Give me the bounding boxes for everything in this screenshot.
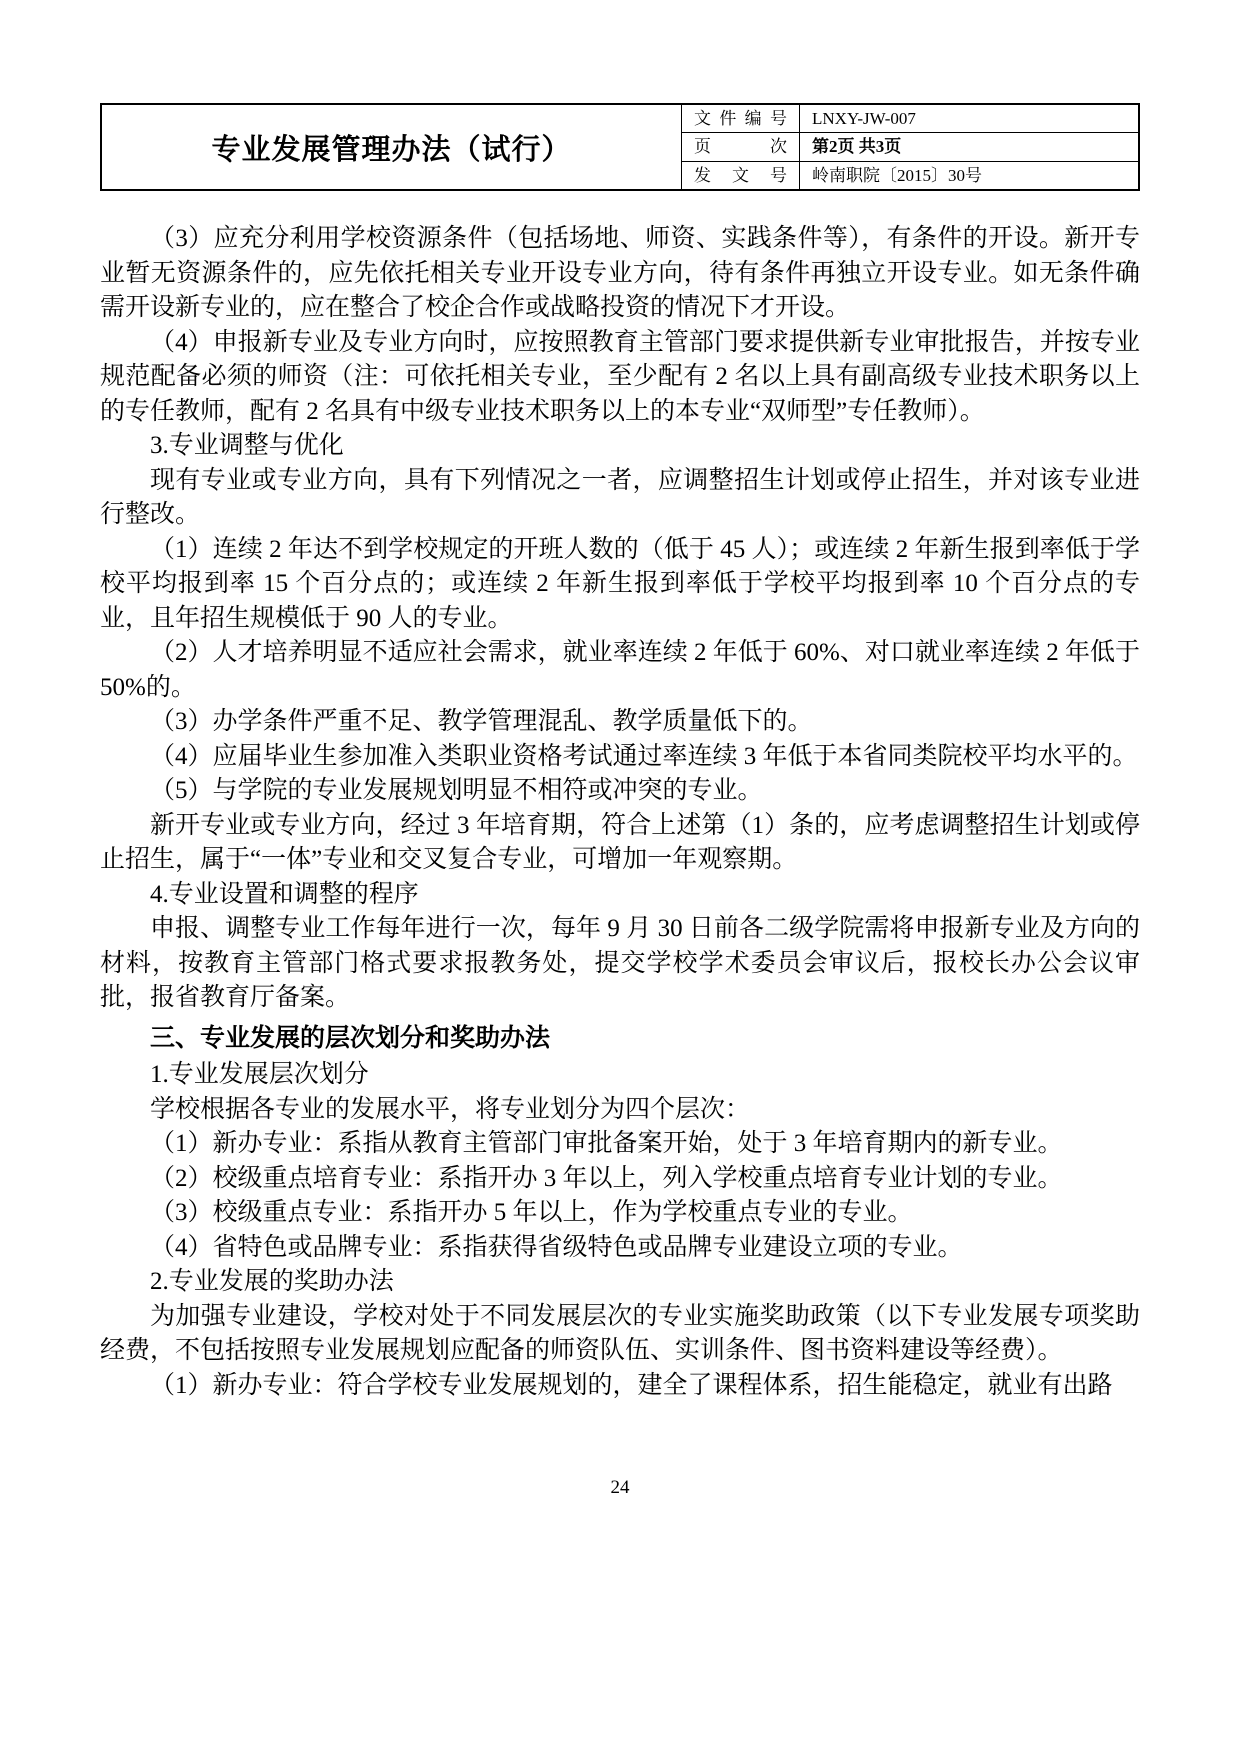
paragraph: （2）校级重点培育专业：系指开办 3 年以上，列入学校重点培育专业计划的专业。: [150, 1164, 1063, 1192]
paragraph: （1）新办专业：系指从教育主管部门审批备案开始，处于 3 年培育期内的新专业。: [150, 1130, 1063, 1157]
paragraph: 新开专业或专业方向，经过 3 年培育期，符合上述第（1）条的，应考虑调整招生计划或停止招生，属于“一体”专业和交叉复合专业，可增加一年观察期。: [100, 811, 1140, 873]
paragraph: （4）申报新专业及专业方向时，应按照教育主管部门要求提供新专业审批报告，并按专业规范配备必须的师资（注：可依托相关专业，至少配有 2 名以上具有副高级专业技术职务以上的专任教师，配有 2 名具有中级专业技术职务以上的本专业“双师型”专任教师）。: [100, 328, 1140, 425]
paragraph: （3）办学条件严重不足、教学管理混乱、教学质量低下的。: [150, 708, 813, 735]
paragraph: （5）与学院的专业发展规划明显不相符或冲突的专业。: [150, 777, 763, 804]
meta-label-issue-number: 发 文 号: [682, 162, 800, 189]
paragraph: 1.专业发展层次划分: [150, 1061, 369, 1088]
paragraph: 3.专业调整与优化: [150, 432, 344, 459]
paragraph: （3）校级重点专业：系指开办 5 年以上，作为学校重点专业的专业。: [150, 1199, 913, 1226]
paragraph: （3）应充分利用学校资源条件（包括场地、师资、实践条件等），有条件的开设。新开专业暂无资源条件的，应先依托相关专业开设专业方向，待有条件再独立开设专业。如无条件确需开设新专业的，应在整合了校企合作或战略投资的情况下才开设。: [100, 225, 1140, 321]
document-meta-table: [682, 105, 1138, 189]
paragraph: （4）应届毕业生参加准入类职业资格考试通过率连续 3 年低于本省同类院校平均水平的。: [150, 742, 1138, 770]
meta-value-page-number: 第2页 共3页: [812, 137, 902, 157]
paragraph: 4.专业设置和调整的程序: [150, 880, 419, 908]
paragraph: 为加强专业建设，学校对处于不同发展层次的专业实施奖助政策（以下专业发展专项奖助经费，不包括按照专业发展规划应配备的师资队伍、实训条件、图书资料建设等经费）。: [100, 1302, 1140, 1364]
meta-row-file-number: [682, 105, 1138, 133]
page-footer: [0, 1477, 1240, 1499]
document-title: 专业发展管理办法（试行）: [211, 133, 572, 166]
meta-value-issue-number: 岭南职院〔2015〕30号: [812, 165, 982, 185]
section-heading: 三、专业发展的层次划分和奖助办法: [150, 1023, 551, 1052]
paragraph: （1）新办专业：符合学校专业发展规划的，建全了课程体系，招生能稳定，就业有出路: [150, 1371, 1113, 1399]
meta-label-file-number: 文 件 编 号: [682, 105, 800, 132]
paragraph: 现有专业或专业方向，具有下列情况之一者，应调整招生计划或停止招生，并对该专业进行整改。: [100, 466, 1140, 528]
paragraph: （2）人才培养明显不适应社会需求，就业率连续 2 年低于 60%、对口就业率连续 2 年低于 50%的。: [100, 639, 1140, 701]
meta-label-page-number: 页 次: [682, 133, 800, 160]
paragraph: （1）连续 2 年达不到学校规定的开班人数的（低于 45 人）；或连续 2 年新生报到率低于学校平均报到率 15 个百分点的；或连续 2 年新生报到率低于学校平均报到率 10 个百分点的专业，且年招生规模低于 90 人的专业。: [100, 535, 1140, 632]
paragraph: 申报、调整专业工作每年进行一次，每年 9 月 30 日前各二级学院需将申报新专业及方向的材料，按教育主管部门格式要求报教务处，提交学校学术委员会审议后，报校长办公会议审批，报省教育厅备案。: [100, 915, 1140, 1011]
meta-row-page-number: [682, 133, 1138, 161]
document-body: [100, 222, 1140, 1403]
meta-row-issue-number: [682, 162, 1138, 189]
paragraph: 2.专业发展的奖助办法: [150, 1268, 394, 1295]
page-number: 24: [610, 1477, 630, 1498]
paragraph: 学校根据各专业的发展水平，将专业划分为四个层次：: [150, 1095, 751, 1123]
document-title-cell: [102, 105, 682, 189]
meta-value-file-number: LNXY-JW-007: [812, 109, 916, 128]
paragraph: （4）省特色或品牌专业：系指获得省级特色或品牌专业建设立项的专业。: [150, 1233, 963, 1261]
document-header-table: [100, 103, 1140, 191]
